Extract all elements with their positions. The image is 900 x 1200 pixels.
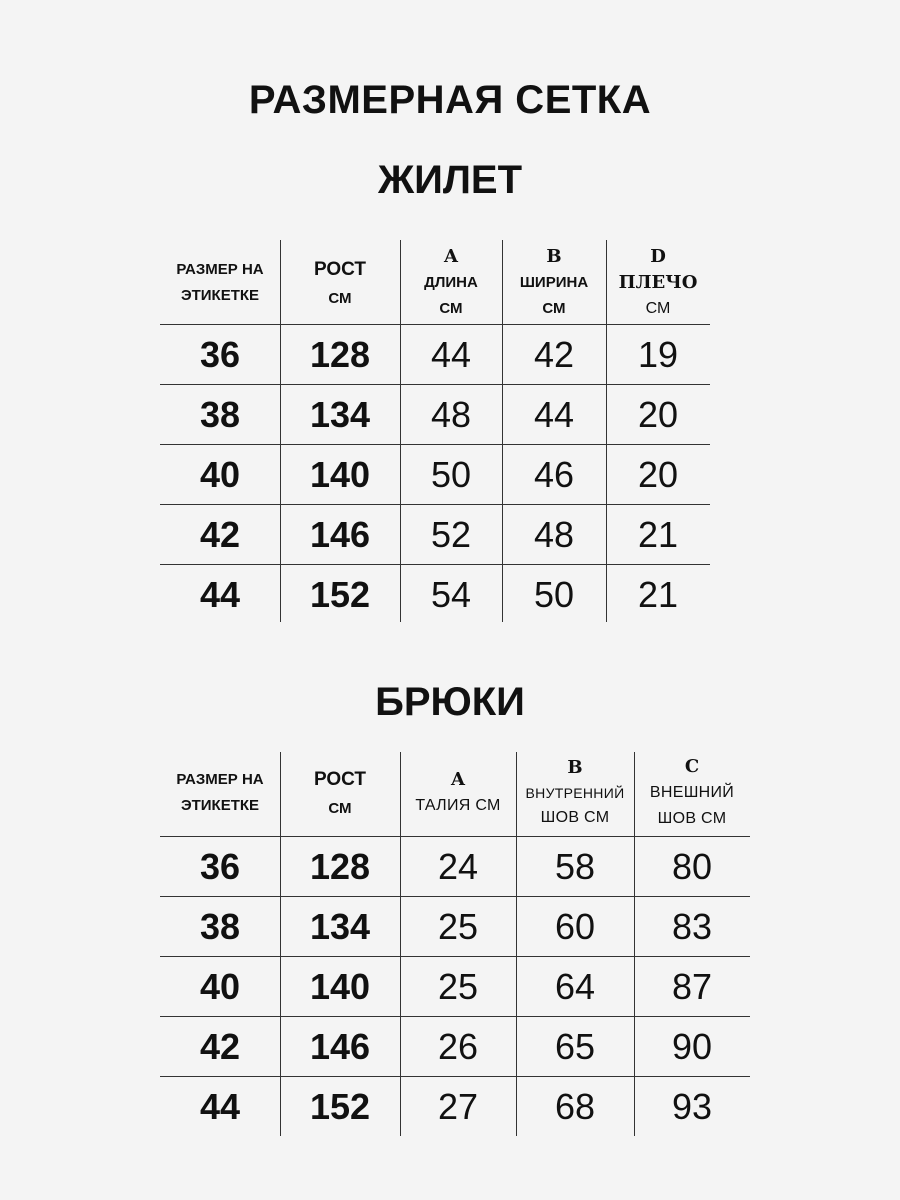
shoulder-cell: 21 (637, 514, 679, 555)
width-cell: 48 (533, 514, 575, 555)
height-cell: 128 (309, 846, 371, 887)
header-size-line2: ЭТИКЕТКЕ (180, 797, 260, 814)
row-divider (160, 564, 710, 565)
inseam-cell: 64 (554, 966, 596, 1007)
waist-cell: 26 (437, 1026, 479, 1067)
header-height-unit: СМ (328, 800, 352, 817)
header-height-line1: РОСТ (313, 259, 367, 280)
height-cell: 146 (309, 514, 371, 555)
row-divider (160, 324, 710, 325)
page-title: РАЗМЕРНАЯ СЕТКА (248, 78, 652, 122)
header-outseam-label: ВНЕШНИЙ (649, 784, 735, 801)
size-cell: 44 (199, 574, 241, 615)
outseam-cell: 83 (671, 906, 713, 947)
header-outseam-letter: C (684, 756, 700, 777)
header-inseam (516, 750, 634, 836)
row-divider (160, 836, 750, 837)
length-cell: 48 (430, 394, 472, 435)
header-size-line2: ЭТИКЕТКЕ (180, 287, 260, 304)
header-height-unit: СМ (328, 290, 352, 307)
outseam-cell: 87 (671, 966, 713, 1007)
size-cell: 38 (199, 394, 241, 435)
row-divider (160, 384, 710, 385)
header-size-label (160, 750, 280, 836)
size-cell: 42 (199, 514, 241, 555)
outseam-cell: 93 (671, 1086, 713, 1127)
length-cell: 44 (430, 334, 472, 375)
size-cell: 36 (199, 846, 241, 887)
shoulder-cell: 20 (637, 394, 679, 435)
size-cell: 38 (199, 906, 241, 947)
shoulder-cell: 19 (637, 334, 679, 375)
inseam-cell: 65 (554, 1026, 596, 1067)
length-cell: 54 (430, 574, 472, 615)
header-height (280, 750, 400, 836)
height-cell: 146 (309, 1026, 371, 1067)
row-divider (160, 504, 710, 505)
waist-cell: 25 (437, 966, 479, 1007)
size-cell: 36 (199, 334, 241, 375)
header-waist (400, 750, 516, 836)
header-length (400, 238, 502, 328)
length-cell: 52 (430, 514, 472, 555)
width-cell: 46 (533, 454, 575, 495)
width-cell: 44 (533, 394, 575, 435)
header-waist-letter: A (451, 769, 465, 790)
header-width (502, 238, 606, 328)
header-width-unit: СМ (542, 300, 566, 317)
waist-cell: 24 (437, 846, 479, 887)
height-cell: 128 (309, 334, 371, 375)
header-length-unit: СМ (439, 300, 463, 317)
row-divider (160, 1076, 750, 1077)
height-cell: 152 (309, 1086, 371, 1127)
header-inseam-label: ВНУТРЕННИЙ (525, 785, 625, 801)
header-width-label: ШИРИНА (519, 274, 589, 291)
header-shoulder-unit: СМ (645, 300, 671, 317)
header-size-label (160, 238, 280, 328)
waist-cell: 27 (437, 1086, 479, 1127)
header-inseam-unit: ШОВ СМ (540, 809, 610, 826)
header-waist-label: ТАЛИЯ СМ (415, 797, 501, 814)
header-outseam-unit: ШОВ СМ (657, 810, 727, 827)
row-divider (160, 896, 750, 897)
size-cell: 40 (199, 454, 241, 495)
header-length-letter: A (444, 246, 458, 267)
header-size-line1: РАЗМЕР НА (176, 261, 264, 278)
header-width-letter: B (546, 246, 562, 267)
size-cell: 44 (199, 1086, 241, 1127)
header-height-line1: РОСТ (313, 769, 367, 790)
header-length-label: ДЛИНА (424, 274, 478, 291)
width-cell: 42 (533, 334, 575, 375)
height-cell: 134 (309, 906, 371, 947)
height-cell: 140 (309, 454, 371, 495)
shoulder-cell: 21 (637, 574, 679, 615)
row-divider (160, 1016, 750, 1017)
width-cell: 50 (533, 574, 575, 615)
row-divider (160, 956, 750, 957)
row-divider (160, 444, 710, 445)
inseam-cell: 68 (554, 1086, 596, 1127)
inseam-cell: 58 (554, 846, 596, 887)
header-height (280, 238, 400, 328)
header-outseam (634, 750, 750, 836)
size-cell: 42 (199, 1026, 241, 1067)
header-shoulder (606, 238, 710, 328)
header-size-line1: РАЗМЕР НА (176, 771, 264, 788)
size-cell: 40 (199, 966, 241, 1007)
length-cell: 50 (430, 454, 472, 495)
waist-cell: 25 (437, 906, 479, 947)
inseam-cell: 60 (554, 906, 596, 947)
shoulder-cell: 20 (637, 454, 679, 495)
header-inseam-letter: B (567, 757, 583, 778)
header-shoulder-letter: D (650, 246, 666, 267)
pants-section-title: БРЮКИ (375, 680, 525, 724)
height-cell: 140 (309, 966, 371, 1007)
header-shoulder-label: ПЛЕЧО (618, 272, 698, 293)
vest-section-title: ЖИЛЕТ (377, 158, 523, 202)
outseam-cell: 90 (671, 1026, 713, 1067)
height-cell: 134 (309, 394, 371, 435)
height-cell: 152 (309, 574, 371, 615)
outseam-cell: 80 (671, 846, 713, 887)
